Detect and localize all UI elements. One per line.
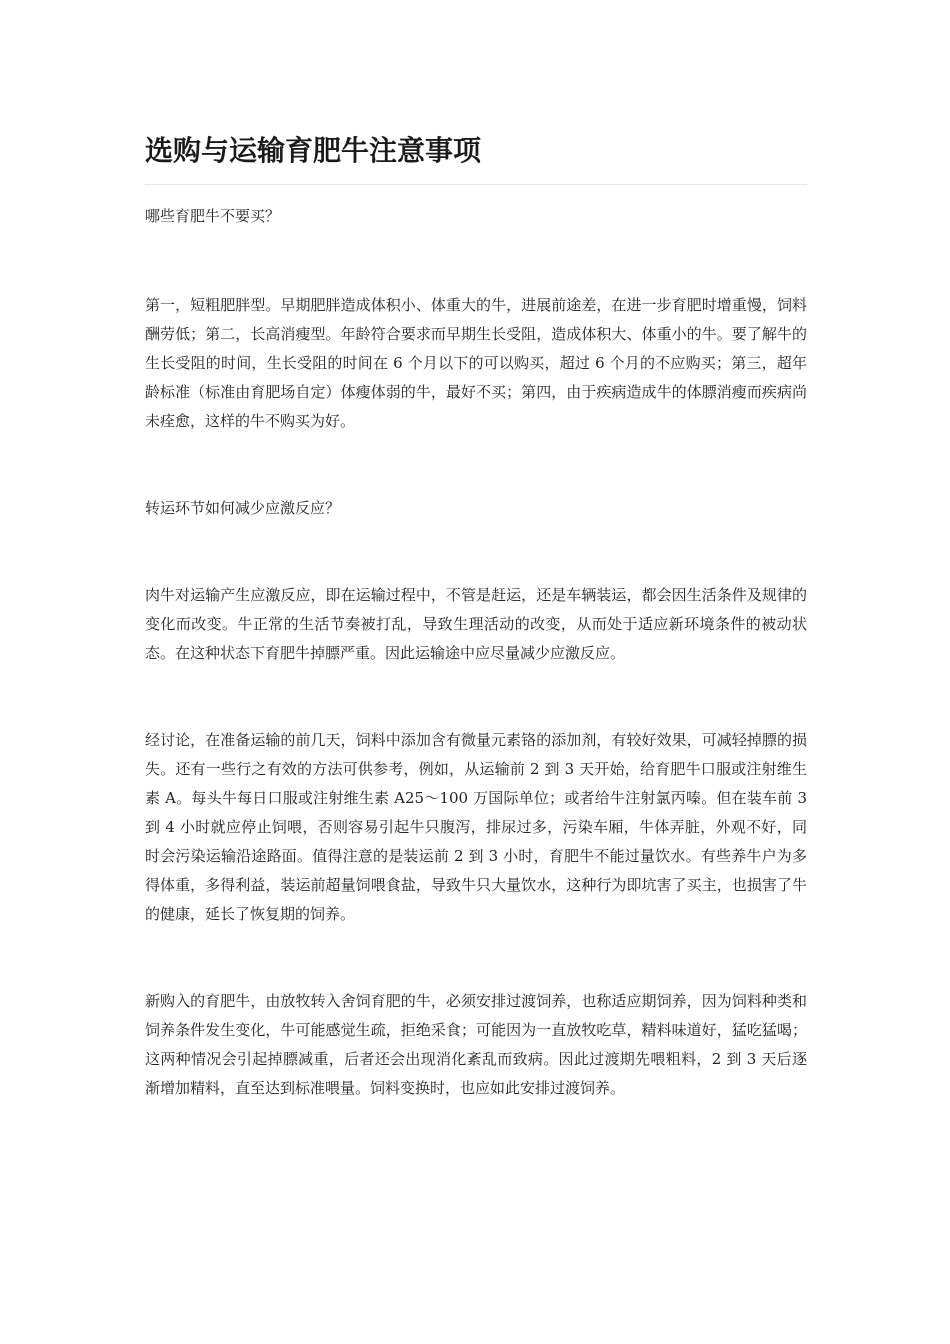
paragraph-2: 肉牛对运输产生应激反应，即在运输过程中，不管是赶运，还是车辆装运，都会因生活条件及规律的变化而改变。牛正常的生活节奏被打乱，导致生理活动的改变，从而处于适应新环境条件的被动状态。在这种状态下育肥牛掉膘严重。因此运输途中应尽量减少应激反应。 — [145, 586, 807, 662]
paragraph-3: 经讨论，在准备运输的前几天，饲料中添加含有微量元素铬的添加剂，有较好效果，可减轻掉膘的损失。还有一些行之有效的方法可供参考，例如，从运输前 2 到 3 天开始，给育肥牛口服或注射维生素 A。每头牛每日口服或注射维生素 A25～100 万国际单位；或者给牛注射氯丙嗪。但在装车前 3 到 4 小时就应停止饲喂，否则容易引起牛只腹泻，排尿过多，污染车厢，牛体弄脏，外观不好，同时会污染运输沿途路面。值得注意的是装运前 2 到 3 小时，育肥牛不能过量饮水。有些养牛户为多得体重，多得利益，装运前超量饲喂食盐，导致牛只大量饮水，这种行为即坑害了买主，也损害了牛的健康，延长了恢复期的饲养。 — [145, 731, 807, 923]
document-content — [145, 128, 807, 1161]
section-question-1: 哪些育肥牛不要买？ — [145, 207, 281, 225]
title-divider — [145, 184, 807, 185]
section-question-2: 转运环节如何减少应激反应？ — [145, 499, 341, 517]
page-title: 选购与运输育肥牛注意事项 — [145, 134, 482, 167]
paragraph-4: 新购入的育肥牛，由放牧转入舍饲育肥的牛，必须安排过渡饲养，也称适应期饲养，因为饲料种类和饲养条件发生变化，牛可能感觉生疏，拒绝采食；可能因为一直放牧吃草，精料味道好，猛吃猛喝；这两种情况会引起掉膘减重，后者还会出现消化紊乱而致病。因此过渡期先喂粗料，2 到 3 天后逐渐增加精料，直至达到标准喂量。饲料变换时，也应如此安排过渡饲养。 — [145, 992, 807, 1097]
paragraph-1: 第一，短粗肥胖型。早期肥胖造成体积小、体重大的牛，进展前途差，在进一步育肥时增重慢，饲料酬劳低；第二，长高消瘦型。年龄符合要求而早期生长受阻，造成体积大、体重小的牛。要了解牛的生长受阻的时间，生长受阻的时间在 6 个月以下的可以购买，超过 6 个月的不应购买；第三，超年龄标准（标准由育肥场自定）体瘦体弱的牛，最好不买；第四，由于疾病造成牛的体膘消瘦而疾病尚未痊愈，这样的牛不购买为好。 — [145, 296, 807, 430]
